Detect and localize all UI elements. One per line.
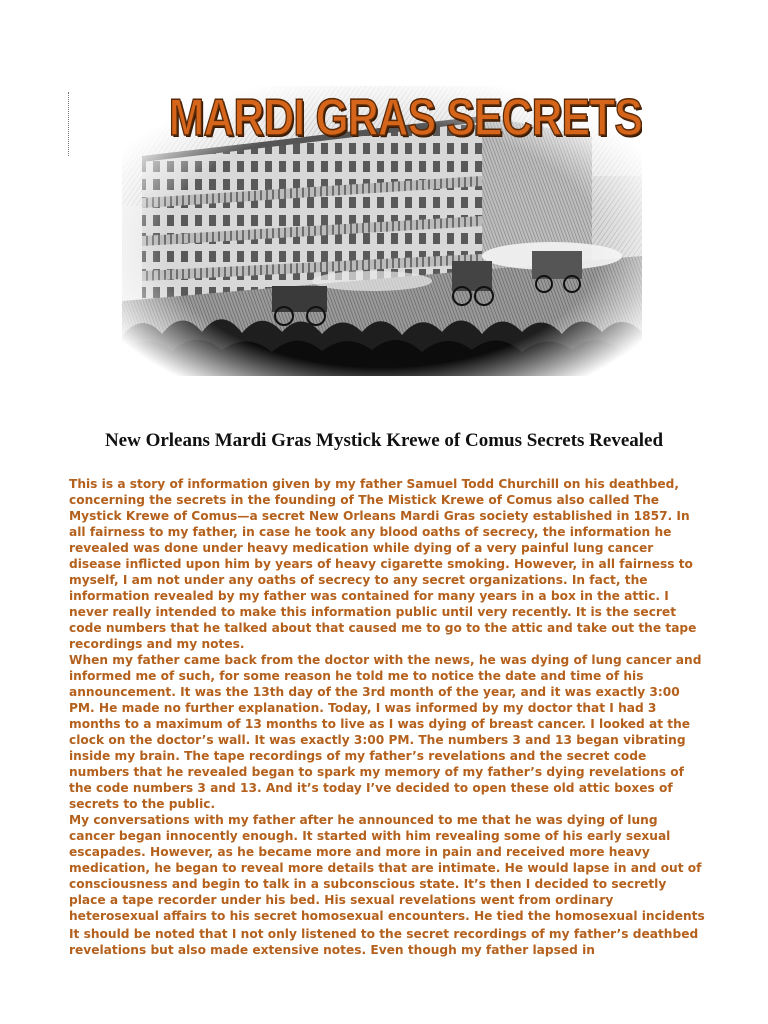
article-body <box>69 476 705 958</box>
clipped-text-frame <box>69 812 705 924</box>
article-paragraph-2: When my father came back from the doctor with the news, he was dying of lung cancer and informed me of such, for some reason he told me to notice the date and time of his announcement. It was the 13th day of the 3rd month of the year, and it was exactly 3:00 PM. He made no further explanation. Today, I was informed by my doctor that I had 3 months to a maximum of 13 months to live as I was dying of breast cancer. I looked at the clock on the doctor’s wall. It was exactly 3:00 PM. The numbers 3 and 13 began vibrating inside my brain. The tape recordings of my father’s revelations and the secret code numbers that he revealed began to spark my memory of my father’s dying revelations of the code numbers 3 and 13. And it’s today I’ve decided to open these old attic boxes of secrets to the public. <box>69 653 702 811</box>
banner-title: MARDI GRAS SECRETS <box>168 89 642 147</box>
article-paragraph-4: It should be noted that I not only listened to the secret recordings of my father’s deathbed revelations but also made extensive notes. Even though my father lapsed in <box>69 927 699 957</box>
article-title: New Orleans Mardi Gras Mystick Krewe of Comus Secrets Revealed <box>104 430 664 451</box>
banner-illustration <box>122 86 642 376</box>
article-paragraph-1: This is a story of information given by my father Samuel Todd Churchill on his deathbed, concerning the secrets in the founding of The Mistick Krewe of Comus also called The Mystick Krewe of Comus—a secret New Orleans Mardi Gras society established in 1857. In all fairness to my father, in case he took any blood oaths of secrecy, the information he revealed was done under heavy medication while dying of a very painful lung cancer disease inflicted upon him by years of heavy cigarette smoking. However, in all fairness to myself, I am not under any oaths of secrecy to any secret organizations. In fact, the information revealed by my father was contained for many years in a box in the attic. I never really intended to make this information public until very recently. It is the secret code numbers that he talked about that caused me to go to the attic and take out the tape recordings and my notes. <box>69 477 697 651</box>
article-paragraph-3: My conversations with my father after he announced to me that he was dying of lung cancer began innocently enough. It started with him revealing some of his early sexual escapades. However, as he became more and more in pain and received more heavy medication, he began to reveal more details that are intimate. He would lapse in and out of consciousness and begin to talk in a subconscious state. It’s then I decided to secretly place a tape recorder under his bed. His sexual revelations went from ordinary heterosexual affairs to his secret homosexual encounters. He tied the homosexual incidents <box>69 813 705 923</box>
margin-rule <box>68 92 70 156</box>
